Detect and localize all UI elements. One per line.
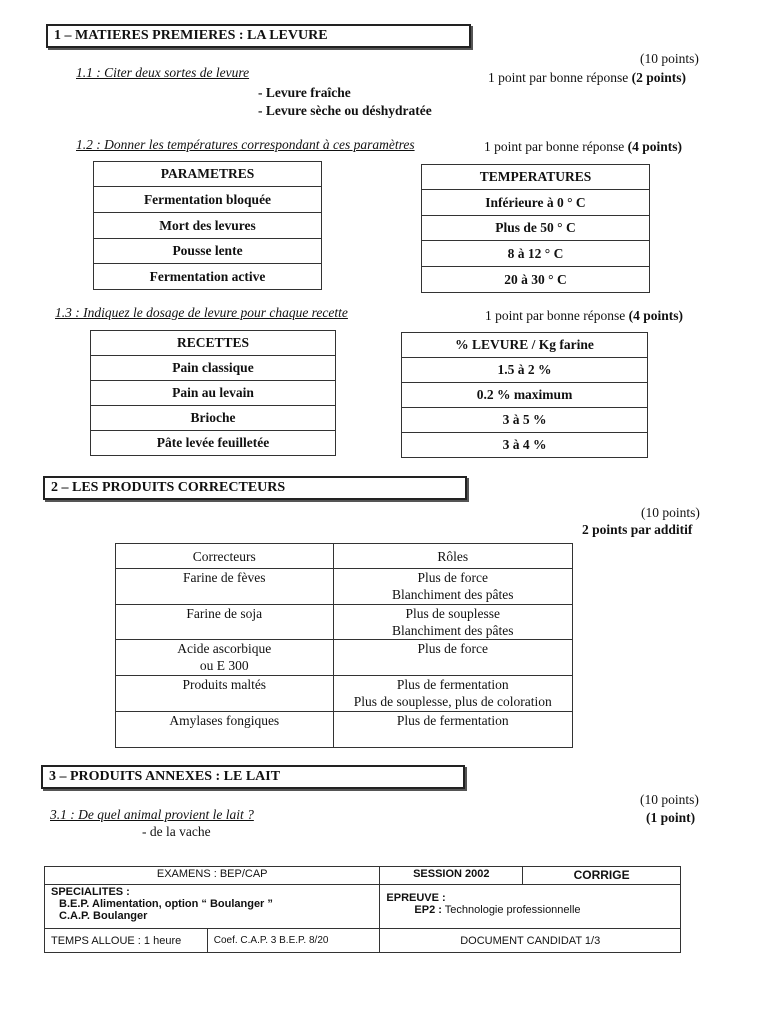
scoring-points: (2 points) bbox=[631, 70, 686, 85]
question-1-3: 1.3 : Indiquez le dosage de levure pour chaque recette bbox=[55, 305, 348, 320]
table-cell: Fermentation bloquée bbox=[94, 187, 322, 213]
corrector-name: Farine de fèves bbox=[183, 570, 266, 585]
epreuve-label: EPREUVE : bbox=[386, 892, 446, 904]
specialite-bep: B.E.P. Alimentation, option “ Boulanger ” bbox=[59, 898, 273, 910]
role-line: Plus de fermentation bbox=[396, 713, 509, 728]
section3-title: 3 – PRODUITS ANNEXES : LE LAIT bbox=[41, 765, 465, 789]
table-cell bbox=[116, 640, 334, 676]
table-header: % LEVURE / Kg farine bbox=[402, 333, 648, 358]
corrector-name: Amylases fongiques bbox=[169, 713, 280, 728]
role-line: Plus de souplesse, plus de coloration bbox=[353, 694, 552, 709]
answer-3-1: - de la vache bbox=[142, 824, 211, 839]
correcteurs-table bbox=[115, 543, 573, 748]
table-header: Correcteurs bbox=[116, 544, 334, 569]
footer-epreuve bbox=[380, 885, 681, 929]
table-cell bbox=[116, 569, 334, 605]
section2-title: 2 – LES PRODUITS CORRECTEURS bbox=[43, 476, 467, 500]
answer-1-1-b: - Levure sèche ou déshydratée bbox=[258, 103, 432, 118]
section2-points: (10 points) bbox=[641, 505, 700, 520]
corrector-name: Farine de soja bbox=[186, 606, 263, 621]
section1-title: 1 – MATIERES PREMIERES : LA LEVURE bbox=[46, 24, 471, 48]
temperatures-table bbox=[421, 164, 650, 293]
scoring-text: 1 point par bonne réponse bbox=[485, 308, 626, 323]
corrector-name-line2: ou E 300 bbox=[199, 658, 249, 673]
table-cell bbox=[116, 605, 334, 640]
table-cell bbox=[333, 605, 572, 640]
table-cell: 1.5 à 2 % bbox=[402, 358, 648, 383]
table-header: TEMPERATURES bbox=[422, 165, 650, 190]
question-1-2-scoring bbox=[484, 139, 682, 155]
table-cell bbox=[333, 640, 572, 676]
section3-points: (10 points) bbox=[640, 792, 699, 807]
footer-examens: EXAMENS : BEP/CAP bbox=[45, 867, 380, 885]
table-cell: 3 à 4 % bbox=[402, 433, 648, 458]
footer-document: DOCUMENT CANDIDAT 1/3 bbox=[380, 929, 681, 953]
role-line: Blanchiment des pâtes bbox=[392, 587, 514, 602]
dosage-table bbox=[401, 332, 648, 458]
footer-coef: Coef. C.A.P. 3 B.E.P. 8/20 bbox=[207, 929, 380, 953]
exam-footer bbox=[44, 866, 681, 953]
table-cell: Mort des levures bbox=[94, 213, 322, 239]
table-cell bbox=[333, 712, 572, 748]
footer-session: SESSION 2002 bbox=[380, 867, 523, 885]
table-cell bbox=[116, 676, 334, 712]
table-cell: Brioche bbox=[91, 406, 336, 431]
recettes-table bbox=[90, 330, 336, 456]
scoring-text: 1 point par bonne réponse bbox=[484, 139, 625, 154]
role-line: Plus de fermentation bbox=[396, 677, 509, 692]
table-cell: 8 à 12 ° C bbox=[422, 241, 650, 267]
specialites-label: SPECIALITES : bbox=[51, 886, 130, 898]
section2-scoring: 2 points par additif bbox=[582, 522, 693, 537]
section1-points: (10 points) bbox=[640, 51, 699, 66]
parametres-table bbox=[93, 161, 322, 290]
role-line: Plus de souplesse bbox=[405, 606, 500, 621]
table-cell bbox=[333, 569, 572, 605]
table-cell: 3 à 5 % bbox=[402, 408, 648, 433]
corrector-name: Acide ascorbique bbox=[177, 641, 272, 656]
table-cell: Pâte levée feuilletée bbox=[91, 431, 336, 456]
question-3-1-scoring: (1 point) bbox=[646, 810, 696, 825]
scoring-points: (4 points) bbox=[628, 308, 683, 323]
table-cell: 0.2 % maximum bbox=[402, 383, 648, 408]
question-1-3-scoring bbox=[485, 308, 683, 324]
scoring-points: (4 points) bbox=[627, 139, 682, 154]
question-3-1: 3.1 : De quel animal provient le lait ? bbox=[50, 807, 254, 822]
table-cell: Fermentation active bbox=[94, 264, 322, 290]
role-line: Blanchiment des pâtes bbox=[392, 623, 514, 638]
table-header: PARAMETRES bbox=[94, 162, 322, 187]
table-header: Rôles bbox=[333, 544, 572, 569]
footer-temps: TEMPS ALLOUE : 1 heure bbox=[45, 929, 208, 953]
corrector-name: Produits maltés bbox=[182, 677, 267, 692]
role-line: Plus de force bbox=[417, 641, 488, 656]
table-cell: Inférieure à 0 ° C bbox=[422, 190, 650, 216]
footer-specialites bbox=[45, 885, 380, 929]
question-1-1-scoring bbox=[488, 70, 686, 86]
table-cell: 20 à 30 ° C bbox=[422, 267, 650, 293]
table-cell: Pain au levain bbox=[91, 381, 336, 406]
answer-1-1-a: - Levure fraîche bbox=[258, 85, 351, 100]
question-1-2: 1.2 : Donner les températures correspondant à ces paramètres bbox=[76, 137, 415, 152]
table-cell bbox=[116, 712, 334, 748]
epreuve-code: EP2 : bbox=[414, 904, 442, 916]
table-cell bbox=[333, 676, 572, 712]
question-1-1: 1.1 : Citer deux sortes de levure bbox=[76, 65, 250, 80]
footer-corrige: CORRIGE bbox=[523, 867, 681, 885]
table-cell: Plus de 50 ° C bbox=[422, 216, 650, 241]
epreuve-name: Technologie professionnelle bbox=[444, 904, 581, 916]
table-header: RECETTES bbox=[91, 331, 336, 356]
table-cell: Pousse lente bbox=[94, 239, 322, 264]
table-cell: Pain classique bbox=[91, 356, 336, 381]
role-line: Plus de force bbox=[417, 570, 488, 585]
specialite-cap: C.A.P. Boulanger bbox=[59, 910, 148, 922]
scoring-text: 1 point par bonne réponse bbox=[488, 70, 629, 85]
